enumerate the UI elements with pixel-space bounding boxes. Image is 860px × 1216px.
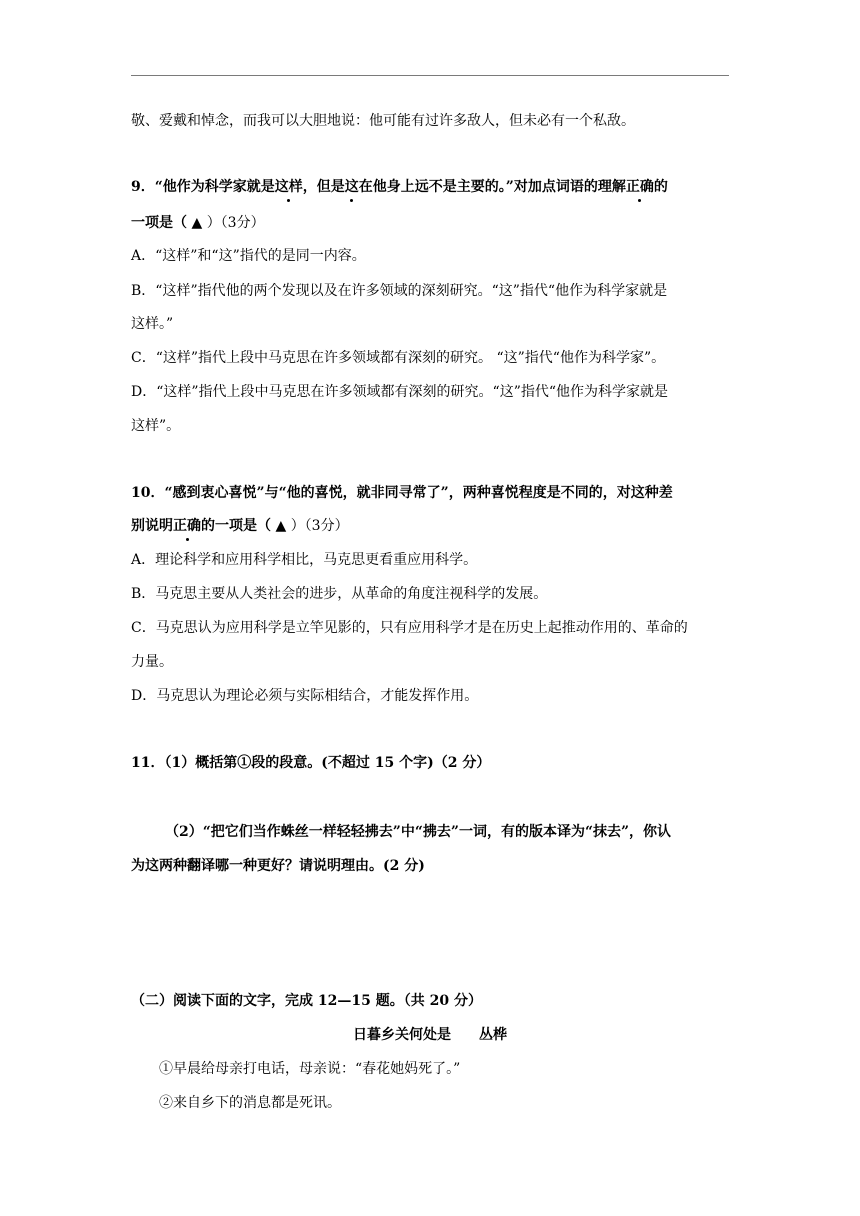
article-paragraph-2: ②来自乡下的消息都是死讯。 xyxy=(159,1095,341,1111)
question-10-stem: 10．“感到衷心喜悦”与“他的喜悦，就非同寻常了”，两种喜悦程度是不同的，对这种差 xyxy=(131,485,673,501)
q10-option-c: C．马克思认为应用科学是立竿见影的，只有应用科学才是在历史上起推动作用的、革命的 xyxy=(131,620,688,636)
q9-option-b-cont: 这样。” xyxy=(131,316,174,332)
question-9-stem-line2: 一项是（ ▲ ）（3分） xyxy=(131,215,265,231)
dotted-word-zhengque: 正确 xyxy=(625,179,654,195)
q9-option-a: A．“这样”和“这”指代的是同一内容。 xyxy=(131,248,366,264)
dotted-word-zheyang: 这样 xyxy=(274,179,303,195)
q10-option-a: A．理论科学和应用科学相比，马克思更看重应用科学。 xyxy=(131,552,478,568)
question-10-stem-line2: 别说明正确的一项是（ ▲ ）（3分） xyxy=(131,518,349,534)
question-11-part2-cont: 为这两种翻译哪一种更好？请说明理由。(2 分) xyxy=(131,858,425,874)
q9-option-b: B．“这样”指代他的两个发现以及在许多领域的深刻研究。“这”指代“他作为科学家就是 xyxy=(131,283,668,299)
question-9-stem: 9．“他作为科学家就是这样，但是这在他身上远不是主要的。”对加点词语的理解正确的 xyxy=(131,179,668,195)
q9-option-c: C．“这样”指代上段中马克思在许多领域都有深刻的研究。 “这”指代“他作为科学家”。 xyxy=(131,350,666,366)
section-2-heading: （二）阅读下面的文字，完成 12—15 题。（共 20 分） xyxy=(131,993,482,1009)
q10-option-c-cont: 力量。 xyxy=(131,654,173,670)
dotted-word-zhengque-10: 正确 xyxy=(173,518,201,534)
intro-line: 敬、爱戴和悼念，而我可以大胆地说：他可能有过许多敌人，但未必有一个私敌。 xyxy=(131,113,635,129)
article-paragraph-1: ①早晨给母亲打电话，母亲说：“春花她妈死了。” xyxy=(159,1061,461,1077)
answer-blank-marker: ▲ xyxy=(191,215,203,231)
q9-option-d-cont: 这样”。 xyxy=(131,418,181,434)
q10-option-d: D．马克思认为理论必须与实际相结合，才能发挥作用。 xyxy=(131,688,479,704)
article-title: 日暮乡关何处是 丛桦 xyxy=(353,1027,507,1043)
answer-blank-marker-10: ▲ xyxy=(275,518,287,534)
q9-option-d: D．“这样”指代上段中马克思在许多领域都有深刻的研究。“这”指代“他作为科学家就是 xyxy=(131,384,669,400)
question-11-part1: 11．（1）概括第①段的段意。(不超过 15 个字)（2 分） xyxy=(131,755,491,771)
question-11-part2: （2）“把它们当作蛛丝一样轻轻拂去”中“拂去”一词，有的版本译为“抹去”，你认 xyxy=(165,824,672,840)
dotted-word-zhe: 这 xyxy=(344,179,359,195)
q10-option-b: B．马克思主要从人类社会的进步，从革命的角度注视科学的发展。 xyxy=(131,586,548,602)
header-rule xyxy=(131,75,729,76)
